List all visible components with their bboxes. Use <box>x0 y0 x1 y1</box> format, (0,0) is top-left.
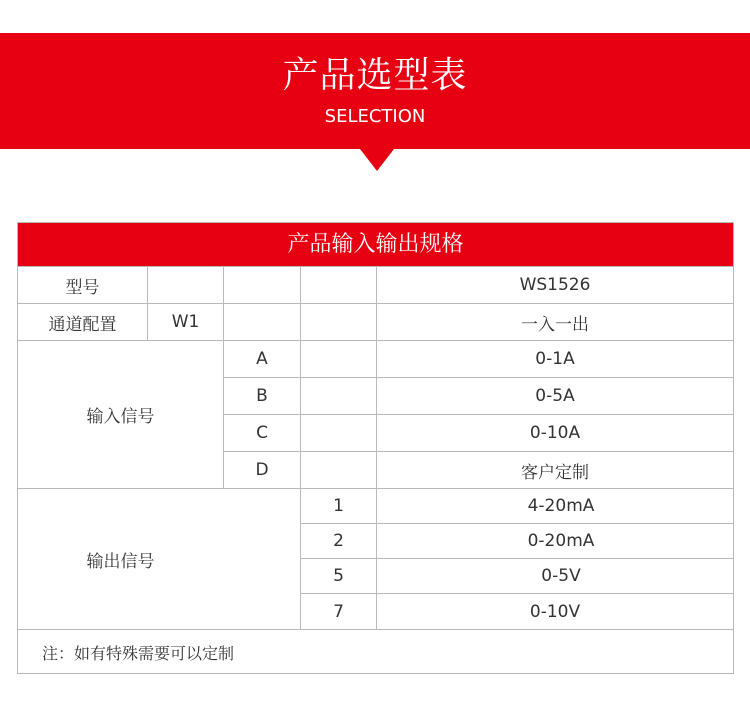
input-range: 0-10A <box>529 423 581 443</box>
channel-label: 通道配置 <box>48 314 117 335</box>
output-signal-label: 输出信号 <box>86 551 155 572</box>
spec-table <box>17 222 734 674</box>
model-label: 型号 <box>65 277 100 298</box>
input-code: C <box>256 423 268 443</box>
channel-value: 一入一出 <box>521 314 589 335</box>
input-range: 客户定制 <box>521 462 589 483</box>
page-title: 产品选型表 <box>282 55 468 96</box>
output-range: 0-10V <box>529 601 581 622</box>
table-title: 产品输入输出规格 <box>18 223 733 266</box>
input-range: 0-5A <box>535 386 575 406</box>
output-code: 2 <box>333 531 344 551</box>
banner-pointer <box>360 149 394 171</box>
input-code: A <box>256 349 268 369</box>
input-range: 0-1A <box>535 349 575 369</box>
page-subtitle: SELECTION <box>324 106 426 127</box>
input-signal-label: 输入信号 <box>86 407 155 427</box>
output-range: 0-20mA <box>527 531 595 551</box>
model-value: WS1526 <box>519 275 591 295</box>
output-code: 1 <box>333 496 344 516</box>
input-code: D <box>255 460 269 480</box>
channel-code: W1 <box>171 312 200 332</box>
output-range: 4-20mA <box>527 496 595 516</box>
output-code: 7 <box>333 601 344 622</box>
input-code: B <box>256 386 268 406</box>
footnote: 注：如有特殊需要可以定制 <box>42 643 235 663</box>
output-range: 0-5V <box>541 566 581 586</box>
output-code: 5 <box>333 566 344 586</box>
